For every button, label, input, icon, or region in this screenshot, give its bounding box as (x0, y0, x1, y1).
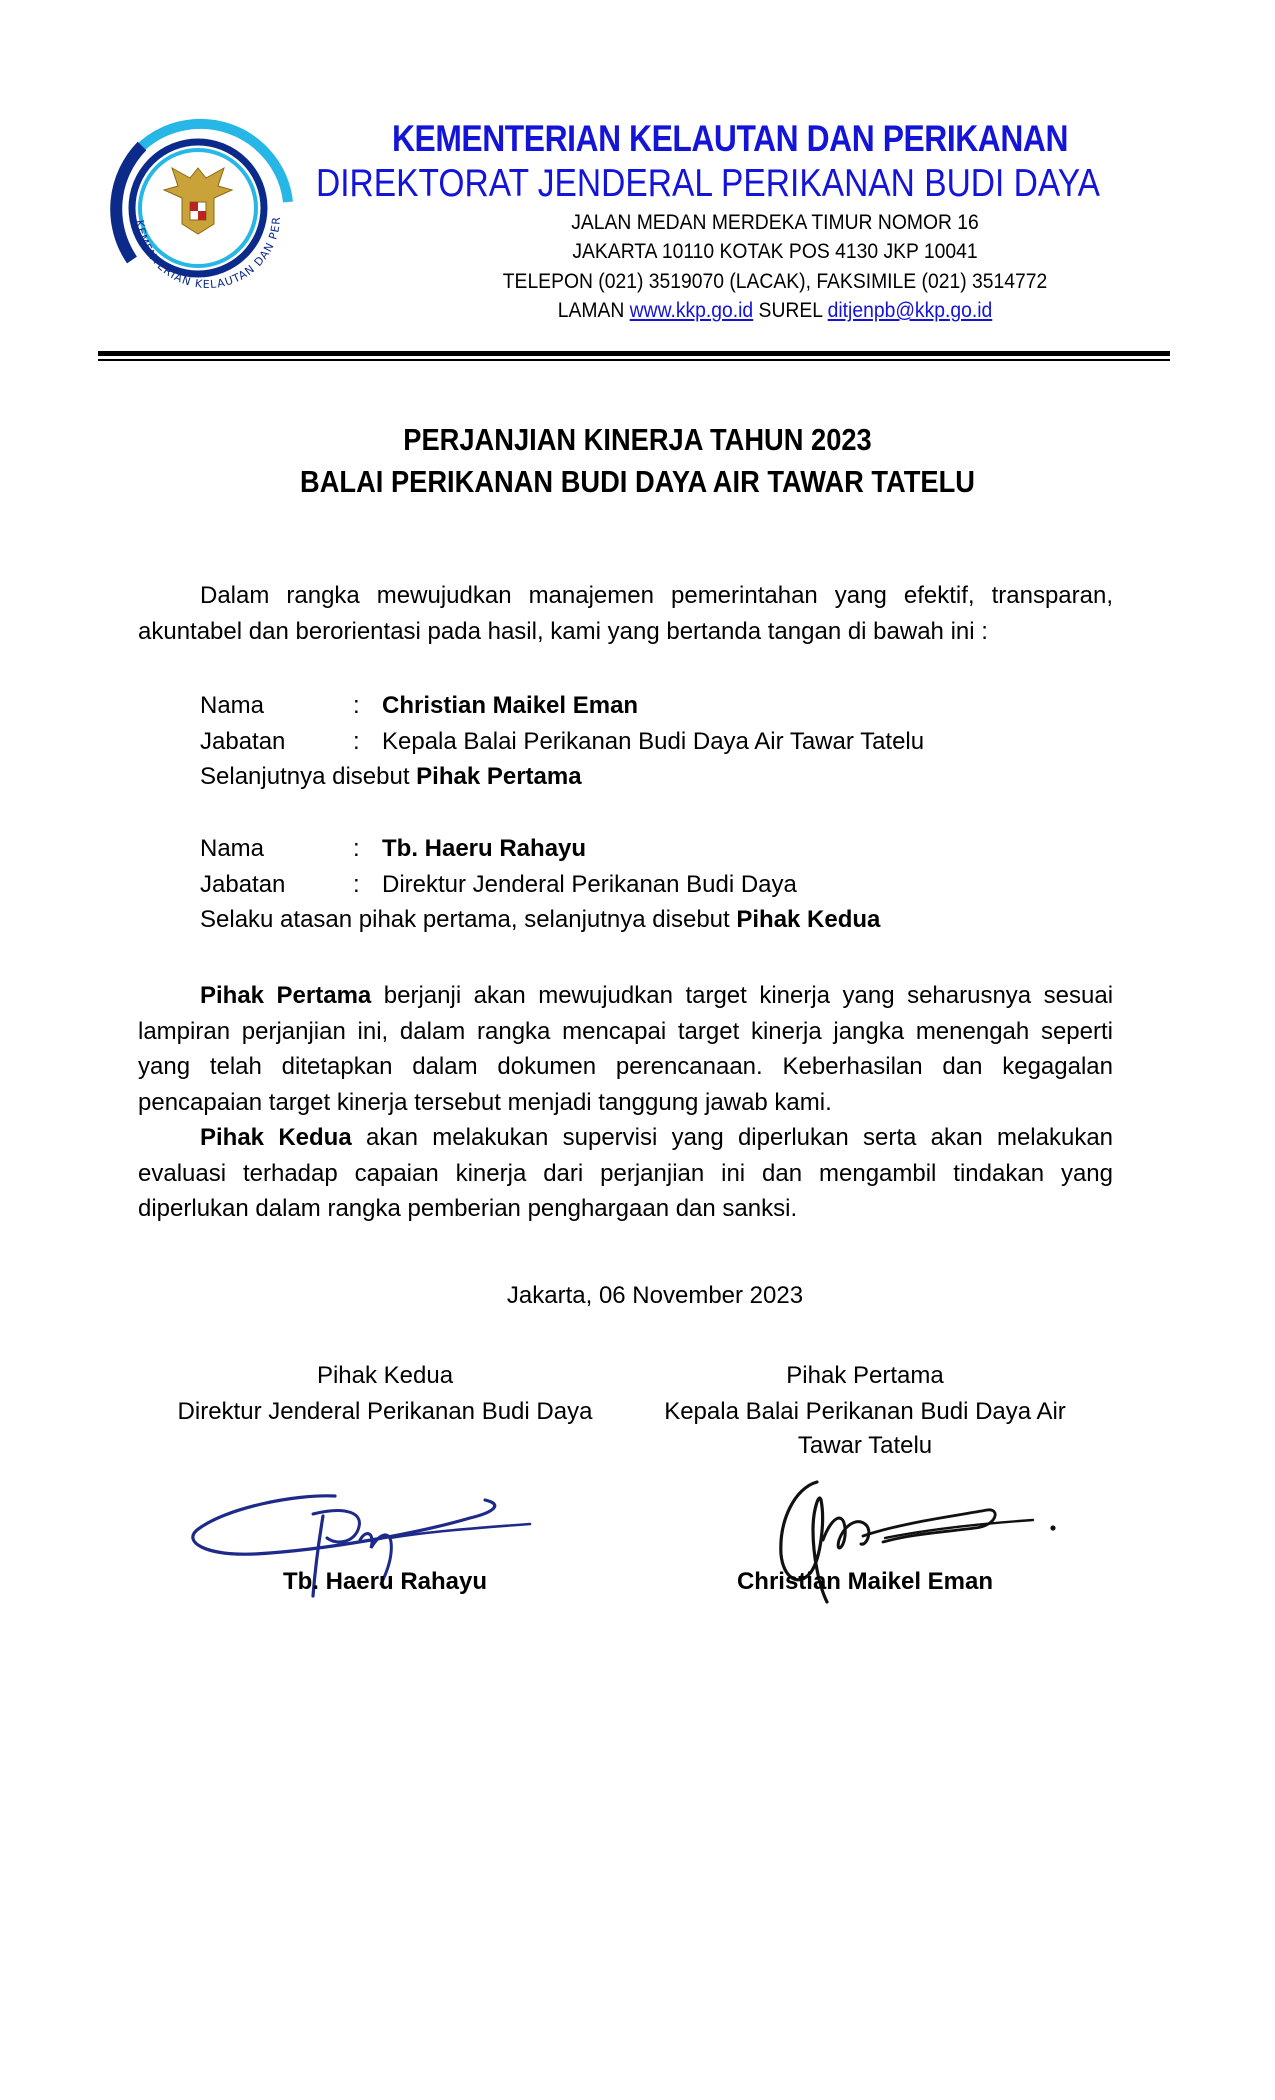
address-line-1: JALAN MEDAN MERDEKA TIMUR NOMOR 16 (571, 211, 979, 234)
web-email-line (458, 299, 1093, 323)
place-date: Jakarta, 06 November 2023 (506, 1282, 804, 1309)
party2-position-label: Jabatan (200, 871, 286, 898)
party2-name: Tb. Haeru Rahayu (382, 835, 587, 862)
web-label: LAMAN (557, 299, 625, 322)
party2-name-colon: : (353, 835, 360, 862)
document-title-line-1: PERJANJIAN KINERJA TAHUN 2023 (403, 422, 872, 457)
party2-position: Direktur Jenderal Perikanan Budi Daya (382, 871, 797, 898)
ministry-name: KEMENTERIAN KELAUTAN DAN PERIKANAN (392, 118, 1069, 159)
party2-name-label: Nama (200, 835, 265, 862)
letterhead-divider-thin (98, 359, 1170, 361)
commitment-lead: Pihak Pertama (200, 982, 372, 1009)
email-label: SUREL (758, 299, 823, 322)
document-title-line-2: BALAI PERIKANAN BUDI DAYA AIR TAWAR TATELU (300, 464, 975, 499)
website-link[interactable]: www.kkp.go.id (629, 299, 754, 322)
party1-designation (200, 763, 582, 791)
party1-position: Kepala Balai Perikanan Budi Daya Air Tawar Tatelu (382, 728, 925, 755)
right-signer-title-line-2: Tawar Tatelu (797, 1432, 933, 1459)
right-signer-title-line-1: Kepala Balai Perikanan Budi Daya Air (664, 1398, 1066, 1425)
right-signer-role: Pihak Pertama (786, 1362, 944, 1389)
svg-text:KEMENTERIAN KELAUTAN DAN PERIK: KEMENTERIAN KELAUTAN DAN PER (133, 215, 284, 292)
right-signer-name: Christian Maikel Eman (736, 1568, 994, 1595)
commitment-paragraph (138, 978, 1113, 1120)
commitment-text: berjanji akan mewujudkan target kinerja yang seharusnya sesuai lampiran perjanjian ini, dalam rangka mencapai target kinerja jangka menengah seperti yang telah ditetapkan dalam dokumen perencanaan. Keberhasilan dan kegagalan pencapaian target kinerja tersebut menjadi tanggung jawab kami. (138, 982, 1114, 1116)
left-signer-role: Pihak Kedua (316, 1362, 454, 1389)
address-line-2: JAKARTA 10110 KOTAK POS 4130 JKP 10041 (572, 240, 978, 263)
intro-paragraph (138, 578, 1113, 649)
party2-position-colon: : (353, 871, 360, 898)
logo-emblem-icon (98, 110, 310, 322)
directorate-name: DIREKTORAT JENDERAL PERIKANAN BUDI DAYA (316, 162, 1101, 205)
left-signer-title: Direktur Jenderal Perikanan Budi Daya (177, 1398, 593, 1425)
party2-designation (200, 906, 880, 934)
supervision-lead: Pihak Kedua (200, 1124, 352, 1151)
supervision-paragraph (138, 1120, 1113, 1227)
party2-designation-term: Pihak Kedua (736, 906, 881, 933)
left-signer-name: Tb. Haeru Rahayu (282, 1568, 488, 1595)
intro-text: Dalam rangka mewujudkan manajemen pemerintahan yang efektif, transparan, akuntabel dan berorientasi pada hasil, kami yang bertanda tangan di bawah ini : (138, 582, 1113, 645)
party1-designation-prefix: Selanjutnya disebut (200, 763, 410, 790)
party1-position-colon: : (353, 728, 360, 755)
party2-designation-prefix: Selaku atasan pihak pertama, selanjutnya disebut (200, 906, 730, 933)
supervision-text: akan melakukan supervisi yang diperlukan serta akan melakukan evaluasi terhadap capaian kinerja dari perjanjian ini dan mengambil tindakan yang diperlukan dalam rangka pemberian penghargaan dan sanksi. (138, 1124, 1114, 1222)
party1-position-label: Jabatan (200, 728, 286, 755)
letterhead-divider-thick (98, 351, 1170, 356)
party1-name: Christian Maikel Eman (382, 692, 639, 719)
ministry-logo (98, 110, 310, 322)
phone-line: TELEPON (021) 3519070 (LACAK), FAKSIMILE (021) 3514772 (502, 270, 1048, 293)
party1-designation-term: Pihak Pertama (416, 763, 582, 790)
email-link[interactable]: ditjenpb@kkp.go.id (827, 299, 993, 322)
party1-name-colon: : (353, 692, 360, 719)
party1-name-label: Nama (200, 692, 265, 719)
